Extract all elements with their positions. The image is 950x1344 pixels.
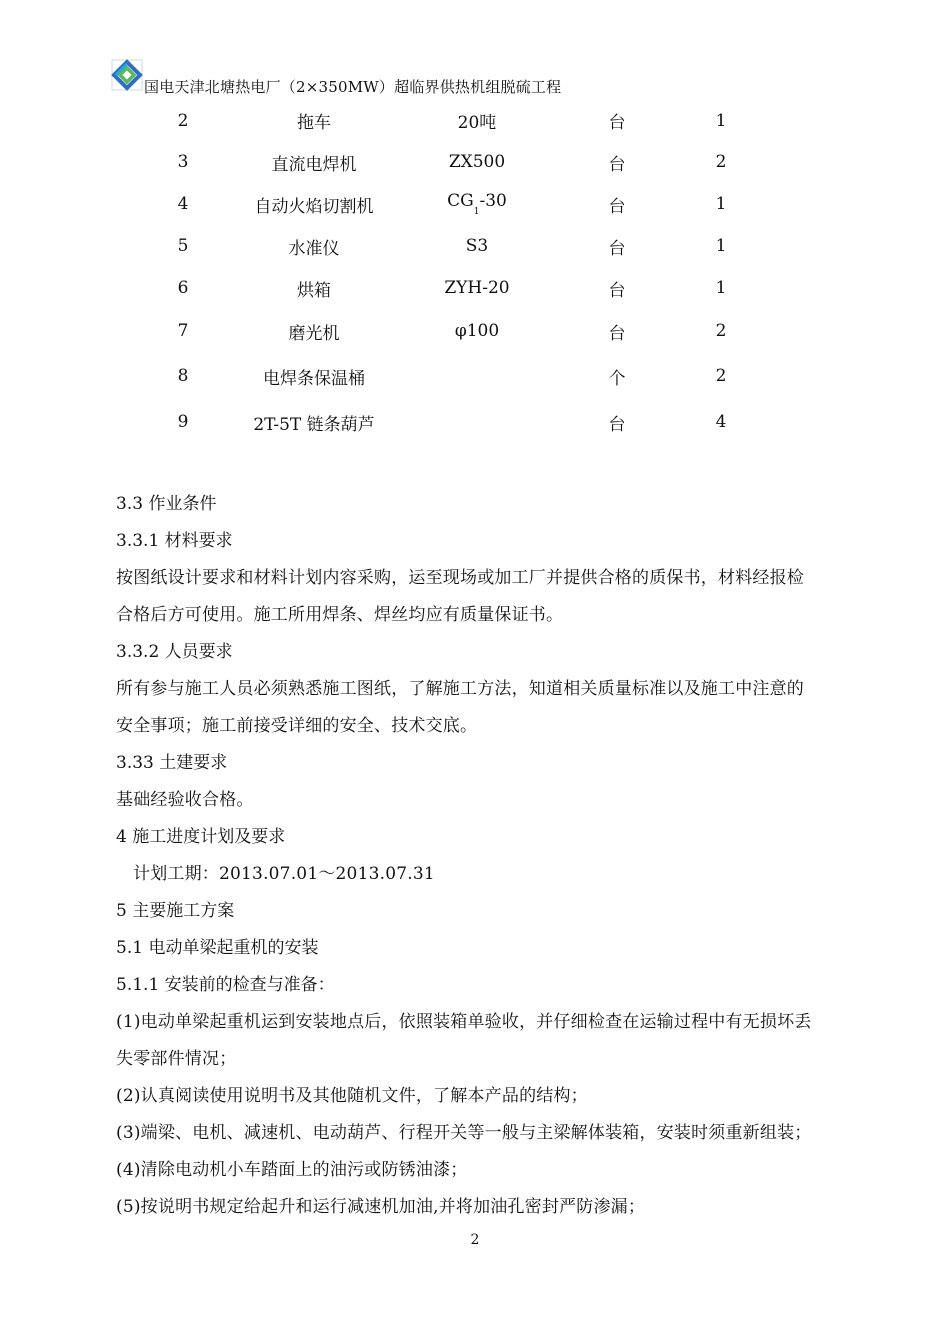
section-heading-5-1-1: 5.1.1 安装前的检查与准备：: [116, 975, 335, 995]
paragraph-text: 合格后方可使用。施工所用焊条、焊丝均应有质量保证书。: [116, 605, 564, 625]
paragraph-text: 按图纸设计要求和材料计划内容采购，运至现场或加工厂并提供合格的质保书，材料经报检: [116, 568, 804, 588]
equipment-model: ZX500: [448, 152, 506, 172]
paragraph-text: 基础经验收合格。: [116, 790, 254, 810]
equipment-name: 磨光机: [288, 323, 340, 344]
equipment-name: 拖车: [297, 113, 331, 133]
list-item: (4)清除电动机小车踏面上的油污或防锈油漆；: [116, 1160, 468, 1180]
section-heading-5: 5 主要施工方案: [116, 901, 235, 921]
list-item-continuation: 失零部件情况；: [116, 1049, 237, 1069]
equipment-qty: 2: [715, 152, 727, 172]
table-row: [140, 141, 760, 183]
row-number: 9: [177, 412, 189, 432]
equipment-qty: 1: [715, 278, 727, 298]
equipment-unit: 台: [608, 196, 626, 217]
section-heading-3-3-3: 3.33 土建要求: [116, 753, 228, 773]
page-number: 2: [470, 1232, 480, 1248]
row-number: 4: [177, 194, 189, 214]
equipment-name: 自动火焰切割机: [254, 196, 374, 217]
equipment-unit: 台: [608, 113, 626, 133]
row-number: 2: [177, 110, 189, 131]
table-row: [140, 225, 760, 267]
equipment-name: 烘箱: [297, 280, 331, 301]
table-row: [140, 267, 760, 309]
equipment-unit: 台: [608, 280, 626, 301]
model-subscript: 1: [473, 207, 480, 217]
section-heading-3-3-1: 3.3.1 材料要求: [116, 531, 233, 551]
company-logo-icon: [110, 58, 144, 92]
equipment-qty: 1: [715, 236, 727, 256]
model-suffix: -30: [479, 191, 507, 211]
equipment-unit: 台: [608, 414, 626, 435]
equipment-qty: 1: [715, 110, 727, 131]
section-heading-3-3-2: 3.3.2 人员要求: [116, 642, 233, 662]
list-item: (2)认真阅读使用说明书及其他随机文件，了解本产品的结构；: [116, 1086, 588, 1106]
equipment-table: [140, 100, 760, 445]
row-number: 7: [177, 321, 189, 341]
equipment-unit: 台: [608, 323, 626, 344]
table-row: [140, 399, 760, 445]
section-heading-3-3: 3.3 作业条件: [116, 494, 217, 514]
table-row: [140, 100, 760, 141]
equipment-unit: 个: [608, 368, 626, 389]
table-row: [140, 353, 760, 399]
equipment-name: 电焊条保温桶: [263, 368, 365, 389]
list-item: (5)按说明书规定给起升和运行减速机加油,并将加油孔密封严防渗漏；: [116, 1197, 646, 1217]
equipment-name: 水准仪: [288, 238, 340, 259]
table-row: [140, 183, 760, 225]
equipment-model: ZYH-20: [444, 278, 510, 298]
equipment-name: 2T-5T 链条葫芦: [253, 414, 375, 435]
table-row: [140, 309, 760, 353]
list-item: (1)电动单梁起重机运到安装地点后，依照装箱单验收，并仔细检查在运输过程中有无损坏丢: [116, 1012, 812, 1032]
equipment-unit: 台: [608, 238, 626, 259]
equipment-model: 20吨: [457, 113, 497, 133]
header-title: 国电天津北塘热电厂（2×350MW）超临界供热机组脱硫工程: [144, 78, 562, 96]
equipment-model: [402, 183, 552, 225]
section-heading-5-1: 5.1 电动单梁起重机的安装: [116, 938, 319, 958]
equipment-qty: 4: [715, 412, 727, 432]
row-number: 5: [177, 236, 189, 256]
row-number: 6: [177, 278, 189, 298]
equipment-model: [402, 399, 552, 445]
model-prefix: CG: [447, 191, 474, 211]
row-number: 3: [177, 152, 189, 172]
section-heading-4: 4 施工进度计划及要求: [116, 827, 286, 847]
equipment-qty: 2: [715, 366, 727, 386]
equipment-name: 直流电焊机: [271, 154, 357, 175]
equipment-model: φ100: [454, 321, 500, 341]
equipment-qty: 1: [715, 194, 727, 214]
row-number: 8: [177, 366, 189, 386]
list-item: (3)端梁、电机、减速机、电动葫芦、行程开关等一般与主梁解体装箱，安装时须重新组装；: [116, 1123, 812, 1143]
paragraph-text: 所有参与施工人员必须熟悉施工图纸，了解施工方法，知道相关质量标准以及施工中注意的: [116, 679, 804, 699]
equipment-model: [402, 353, 552, 399]
equipment-model: S3: [465, 236, 489, 256]
equipment-qty: 2: [715, 321, 727, 341]
equipment-unit: 台: [608, 154, 626, 175]
paragraph-text: 安全事项；施工前接受详细的安全、技术交底。: [116, 716, 478, 736]
document-body: [116, 486, 886, 1226]
schedule-text: 计划工期：2013.07.01～2013.07.31: [133, 864, 435, 884]
